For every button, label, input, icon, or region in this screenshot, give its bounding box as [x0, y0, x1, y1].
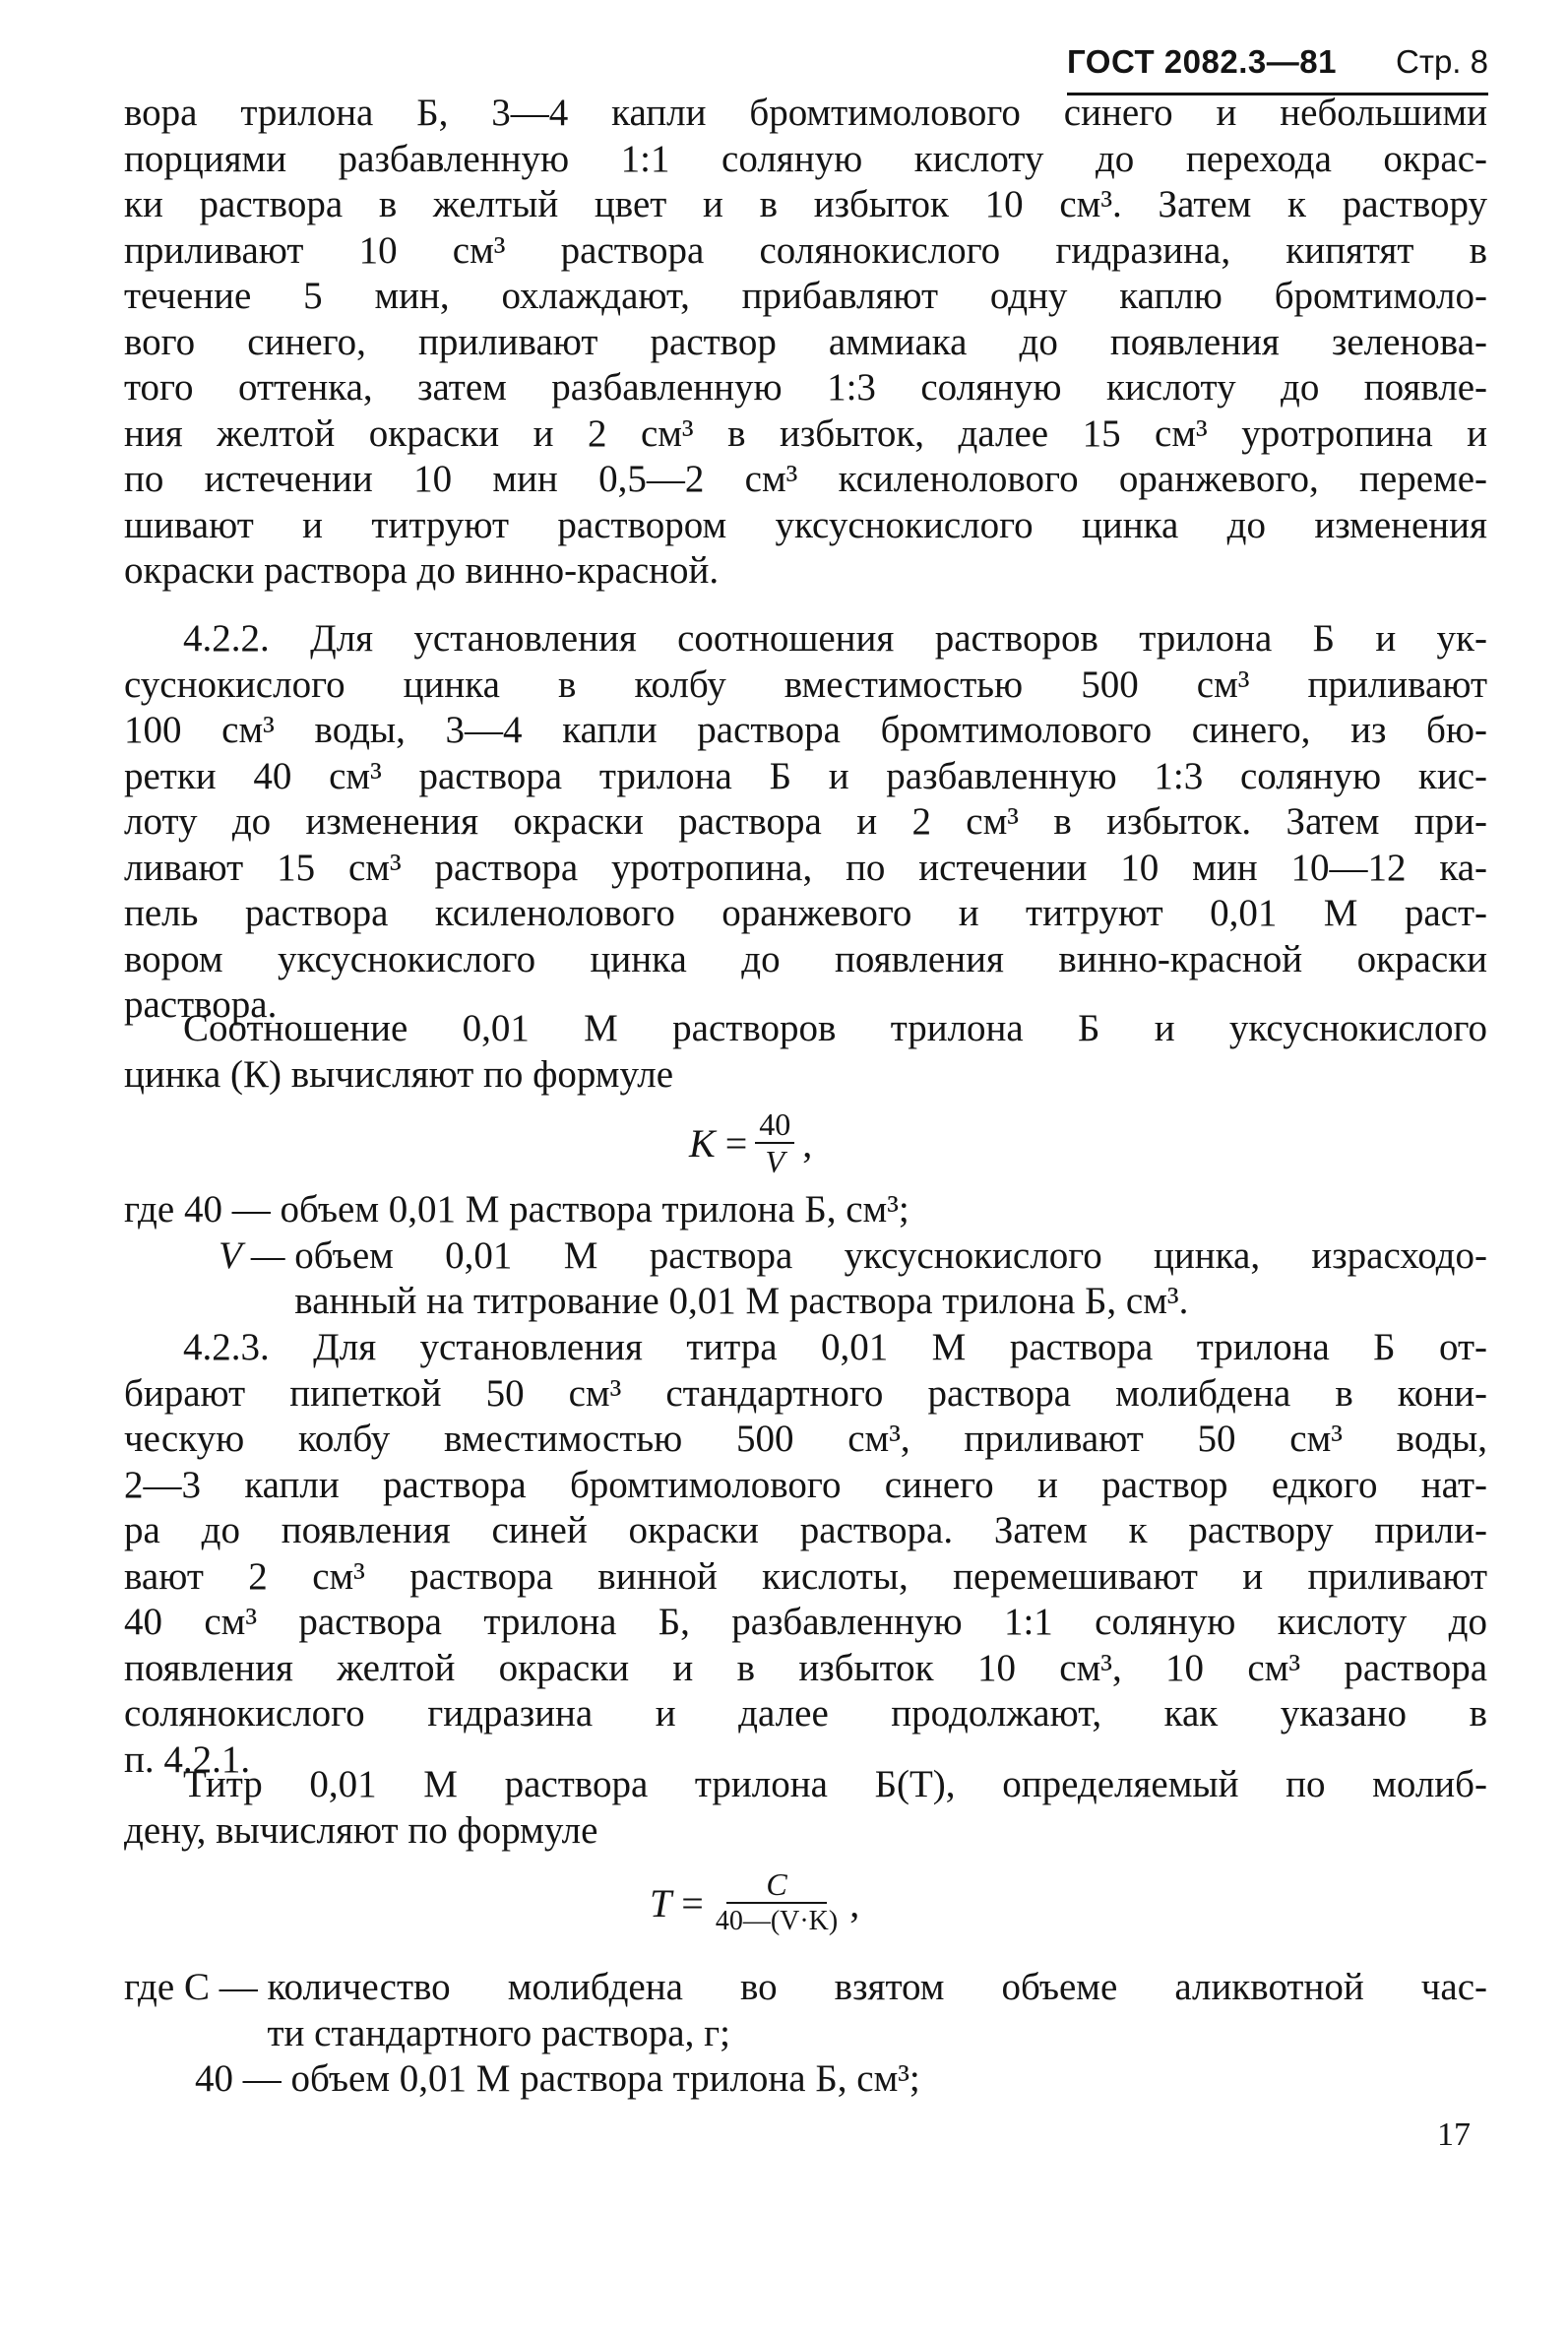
definition-body: [280, 1187, 1487, 1233]
paragraph-lines: [124, 1762, 1487, 1854]
formula-fraction: [755, 1106, 794, 1179]
text-line: суснокислого цинка в колбу вместимостью 500 см³ приливают: [124, 663, 1487, 706]
definition-lead: где 40 —: [124, 1188, 281, 1231]
formula-lhs: T: [650, 1880, 672, 1925]
text-line: приливают 10 см³ раствора солянокислого гидразина, кипятят в: [124, 228, 1487, 272]
text-line: 2—3 капли раствора бромтимолового синего и раствор едкого нат-: [124, 1463, 1487, 1506]
paragraph-lines: [124, 616, 1487, 1029]
text-line: ческую колбу вместимостью 500 см³, приливают 50 см³ воды,: [124, 1418, 1487, 1460]
definition-lead: 40 —: [195, 2057, 291, 2100]
page-label: Стр. 8: [1396, 43, 1488, 80]
text-line: 100 см³ воды, 3—4 капли раствора бромтимолового синего, из бю-: [124, 709, 1487, 751]
definition-row: [124, 1965, 1487, 2056]
definition-body: [267, 1965, 1487, 2056]
text-line: порциями разбавленную 1:1 соляную кислоту до перехода окрас-: [124, 137, 1487, 180]
formula-t-definitions: [124, 1965, 1487, 2103]
formula-k: [689, 1106, 812, 1179]
text-line: шивают и титруют раствором уксуснокислого цинка до изменения: [124, 503, 1487, 546]
text-line: п. 4.2.1.: [124, 1737, 251, 1781]
text-line: дену, вычисляют по формуле: [124, 1808, 598, 1852]
paragraph-continuation: [124, 91, 1487, 595]
formula-tail: ,: [849, 1880, 860, 1925]
text-line: цинка (К) вычисляют по формуле: [124, 1052, 674, 1096]
text-line: Титр 0,01 М раствора трилона Б(Т), определяемый по молиб-: [183, 1763, 1487, 1805]
text-line: лоту до изменения окраски раствора и 2 см³ в избыток. Затем при-: [124, 800, 1487, 843]
titer-intro: [124, 1762, 1487, 1854]
definition-line: количество молибдена во взятом объеме аликвотной час-: [267, 1966, 1487, 2008]
definition-line: объем 0,01 М раствора уксуснокислого цинка, израсходо-: [294, 1233, 1487, 1277]
page-number: 17: [1437, 2116, 1471, 2153]
text-line: течение 5 мин, охлаждают, прибавляют одну каплю бромтимоло-: [124, 275, 1487, 317]
definition-line: ти стандартного раствора, г;: [267, 2011, 730, 2054]
text-line: ра до появления синей окраски раствора. Затем к раствору прили-: [124, 1509, 1487, 1551]
text-line: окраски раствора до винно-красной.: [124, 549, 720, 592]
definition-lead: где C —: [124, 1966, 268, 2008]
text-line: 4.2.3. Для установления титра 0,01 М раствора трилона Б от-: [183, 1326, 1487, 1368]
text-line: вора трилона Б, 3—4 капли бромтимолового синего и небольшими: [124, 92, 1487, 134]
text-line: появления желтой окраски и в избыток 10 см³, 10 см³ раствора: [124, 1646, 1487, 1689]
formula-t: [650, 1866, 859, 1939]
definition-body: [294, 1233, 1487, 1325]
text-line: солянокислого гидразина и далее продолжают, как указано в: [124, 1692, 1487, 1735]
standard-number: ГОСТ 2082.3—81: [1067, 43, 1337, 80]
paragraph-lines: [124, 1006, 1487, 1098]
text-line: вого синего, приливают раствор аммиака до появления зеленова-: [124, 320, 1487, 363]
formula-k-definitions: [124, 1187, 1487, 1325]
paragraph-lines: [124, 91, 1487, 595]
definition-row: [124, 2056, 1487, 2103]
text-line: вают 2 см³ раствора винной кислоты, перемешивают и приливают: [124, 1554, 1487, 1598]
section-4-2-2: [124, 616, 1487, 1029]
formula-lhs: K: [689, 1120, 716, 1166]
fraction-numerator: 40: [755, 1106, 794, 1144]
definition-line: ванный на титрование 0,01 М раствора трилона Б, см³.: [294, 1280, 1189, 1322]
ratio-intro: [124, 1006, 1487, 1098]
paragraph-lines: [124, 1325, 1487, 1783]
text-line: бирают пипеткой 50 см³ стандартного раствора молибдена в кони-: [124, 1371, 1487, 1415]
text-line: раствора.: [124, 983, 278, 1026]
fraction-denominator: 40—(V·K): [715, 1906, 839, 1936]
text-line: ки раствора в желтый цвет и в избыток 10 см³. Затем к раствору: [124, 183, 1487, 225]
definition-row: [124, 1233, 1487, 1325]
definition-body: [291, 2056, 1488, 2103]
text-line: 4.2.2. Для установления соотношения растворов трилона Б и ук-: [183, 617, 1487, 660]
text-line: 40 см³ раствора трилона Б, разбавленную 1:1 соляную кислоту до: [124, 1601, 1487, 1643]
formula-equals: =: [724, 1120, 748, 1166]
definition-row: [124, 1187, 1487, 1233]
text-line: по истечении 10 мин 0,5—2 см³ ксиленолового оранжевого, переме-: [124, 458, 1487, 500]
text-line: ретки 40 см³ раствора трилона Б и разбавленную 1:3 соляную кис-: [124, 754, 1487, 797]
text-line: пель раствора ксиленолового оранжевого и титруют 0,01 М раст-: [124, 892, 1487, 934]
text-line: ливают 15 см³ раствора уротропина, по истечении 10 мин 10—12 ка-: [124, 846, 1487, 889]
text-line: того оттенка, затем разбавленную 1:3 соляную кислоту до появле-: [124, 366, 1487, 409]
definition-line: объем 0,01 М раствора трилона Б, см³;: [290, 2057, 920, 2100]
section-4-2-3: [124, 1325, 1487, 1783]
fraction-denominator: V: [765, 1144, 785, 1179]
formula-equals: =: [681, 1880, 704, 1925]
fraction-numerator: C: [726, 1866, 826, 1904]
text-line: вором уксуснокислого цинка до появления винно-красной окраски: [124, 937, 1487, 980]
formula-tail: ,: [802, 1120, 813, 1166]
definition-line: объем 0,01 М раствора трилона Б, см³;: [280, 1188, 909, 1231]
page-header: [1067, 43, 1488, 95]
text-line: ния желтой окраски и 2 см³ в избыток, далее 15 см³ уротропина и: [124, 411, 1487, 455]
formula-fraction: [712, 1866, 842, 1939]
text-line: Соотношение 0,01 М растворов трилона Б и уксуснокислого: [183, 1007, 1487, 1049]
definition-lead: V —: [219, 1233, 295, 1277]
